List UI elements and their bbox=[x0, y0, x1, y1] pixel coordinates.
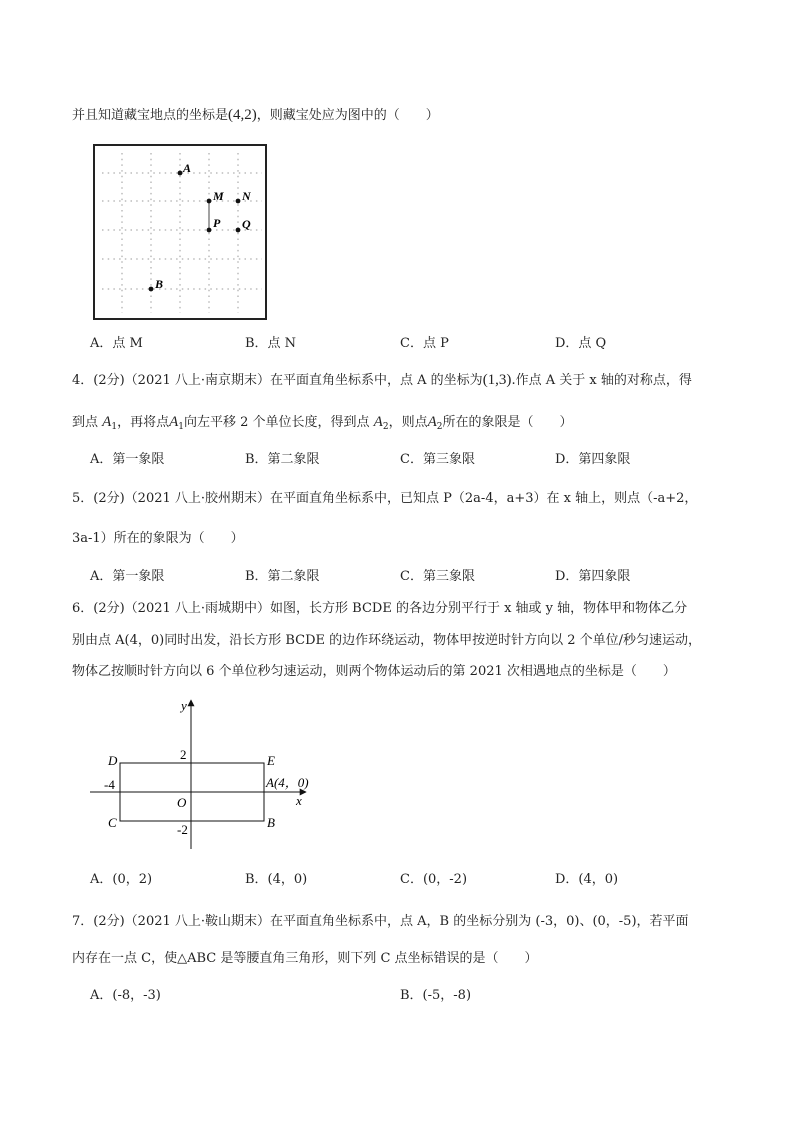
q4-line1-post: .作点 A 关于 x 轴的对称点，得 bbox=[511, 373, 692, 388]
q4-option-d: D．第四象限 bbox=[555, 452, 631, 467]
q3-option-b: B．点 N bbox=[245, 336, 297, 351]
q4-sub-2: 2 bbox=[382, 422, 389, 432]
q6-line2: 别由点 A(4，0)同时出发，沿长方形 BCDE 的边作环绕运动，物体甲按逆时针方向以 2 个单位/秒匀速运动， bbox=[72, 633, 702, 648]
q4-sub-1: 1 bbox=[111, 422, 118, 432]
q3-point-p bbox=[207, 228, 212, 233]
q6-label-b: B bbox=[267, 815, 275, 830]
q3-point-m bbox=[207, 199, 212, 204]
q6-label-y: y bbox=[181, 698, 187, 713]
q3-label-a: A bbox=[183, 161, 192, 175]
q3-label-n: N bbox=[242, 189, 251, 203]
q5-line2: 3a-1）所在的象限为（ ） bbox=[72, 531, 244, 546]
q3-stem-post: ，则藏宝处应为图中的（ ） bbox=[256, 108, 439, 123]
q3-label-q: Q bbox=[242, 217, 251, 231]
q3-label-b: B bbox=[155, 277, 164, 291]
q3-coord: (4,2) bbox=[228, 107, 257, 123]
q7-option-b: B．(-5，-8) bbox=[400, 988, 472, 1003]
q6-label-o: O bbox=[177, 795, 187, 810]
q6-option-b: B．(4，0) bbox=[245, 872, 308, 887]
q7-line1: 7．(2分)（2021 八上·鞍山期末）在平面直角坐标系中，点 A，B 的坐标分别为 (-3，0)、(0，-5)，若平面 bbox=[72, 914, 689, 929]
q7-line2: 内存在一点 C，使△ABC 是等腰直角三角形，则下列 C 点坐标错误的是（ ） bbox=[72, 951, 538, 966]
q6-label-c: C bbox=[108, 815, 117, 830]
q6-line3: 物体乙按顺时针方向以 6 个单位秒匀速运动，则两个物体运动后的第 2021 次相遇地点的坐标是（ ） bbox=[72, 664, 676, 679]
q3-stem bbox=[72, 106, 439, 125]
q6-tick-minus-4: -4 bbox=[104, 777, 115, 792]
q5-option-c: C．第三象限 bbox=[400, 569, 475, 584]
q4-line2-d: ，则点 bbox=[388, 415, 428, 430]
q3-point-n bbox=[236, 199, 241, 204]
q3-option-d: D．点 Q bbox=[555, 336, 607, 351]
q6-label-d: D bbox=[108, 753, 118, 768]
q4-line2-e: 所在的象限是（ ） bbox=[442, 415, 573, 430]
q6-label-x: x bbox=[296, 793, 302, 808]
q6-line1: 6．(2分)（2021 八上·雨城期中）如图，长方形 BCDE 的各边分别平行于 x 轴或 y 轴，物体甲和物体乙分 bbox=[72, 601, 688, 616]
q6-option-c: C．(0，-2) bbox=[400, 872, 468, 887]
q6-option-a: A．(0，2) bbox=[90, 872, 153, 887]
q3-grid-figure bbox=[92, 143, 268, 321]
q4-point-a1: A bbox=[102, 414, 112, 430]
q6-tick-minus-2: -2 bbox=[177, 822, 188, 837]
q3-option-a: A．点 M bbox=[90, 336, 143, 351]
q3-point-q bbox=[236, 228, 241, 233]
q6-label-e: E bbox=[267, 753, 275, 768]
q5-option-d: D．第四象限 bbox=[555, 569, 631, 584]
q4-option-c: C．第三象限 bbox=[400, 452, 475, 467]
q7-option-a: A．(-8，-3) bbox=[90, 988, 161, 1003]
q4-point-a2-again: A bbox=[427, 414, 437, 430]
q4-line2-a: 到点 bbox=[72, 415, 99, 430]
q4-sub-1-again: 1 bbox=[178, 422, 184, 432]
q6-option-d: D．(4，0) bbox=[555, 872, 619, 887]
q4-line1 bbox=[72, 371, 692, 390]
q3-option-c: C．点 P bbox=[400, 336, 449, 351]
q5-option-b: B．第二象限 bbox=[245, 569, 320, 584]
q3-label-p: P bbox=[213, 216, 221, 230]
q6-label-a: A(4，0) bbox=[266, 775, 309, 790]
q5-line1: 5．(2分)（2021 八上·胶州期末）在平面直角坐标系中，已知点 P（2a-4，a+3）在 x 轴上，则点（-a+2， bbox=[72, 491, 698, 506]
q3-label-m: M bbox=[213, 189, 224, 203]
q4-line2 bbox=[72, 413, 573, 436]
q4-line1-pre: 4．(2分)（2021 八上·南京期末）在平面直角坐标系中，点 A 的坐标为 bbox=[72, 373, 483, 388]
q6-tick-2: 2 bbox=[180, 747, 187, 762]
q4-line2-c: 向左平移 2 个单位长度，得到点 bbox=[183, 415, 370, 430]
q4-coord: (1,3) bbox=[482, 372, 512, 388]
q4-sub-2-again: 2 bbox=[436, 422, 443, 432]
q3-stem-pre: 并且知道藏宝地点的坐标是 bbox=[72, 108, 229, 123]
q3-point-b bbox=[149, 287, 154, 292]
q4-point-a1-again: A bbox=[169, 414, 179, 430]
q4-option-a: A．第一象限 bbox=[90, 452, 165, 467]
q3-grid-dots bbox=[102, 153, 262, 313]
q5-option-a: A．第一象限 bbox=[90, 569, 165, 584]
q6-figure bbox=[88, 697, 330, 852]
q3-point-a bbox=[178, 171, 183, 176]
q4-point-a2: A bbox=[373, 414, 383, 430]
q4-option-b: B．第二象限 bbox=[245, 452, 320, 467]
q4-line2-b: ，再将点 bbox=[117, 415, 170, 430]
